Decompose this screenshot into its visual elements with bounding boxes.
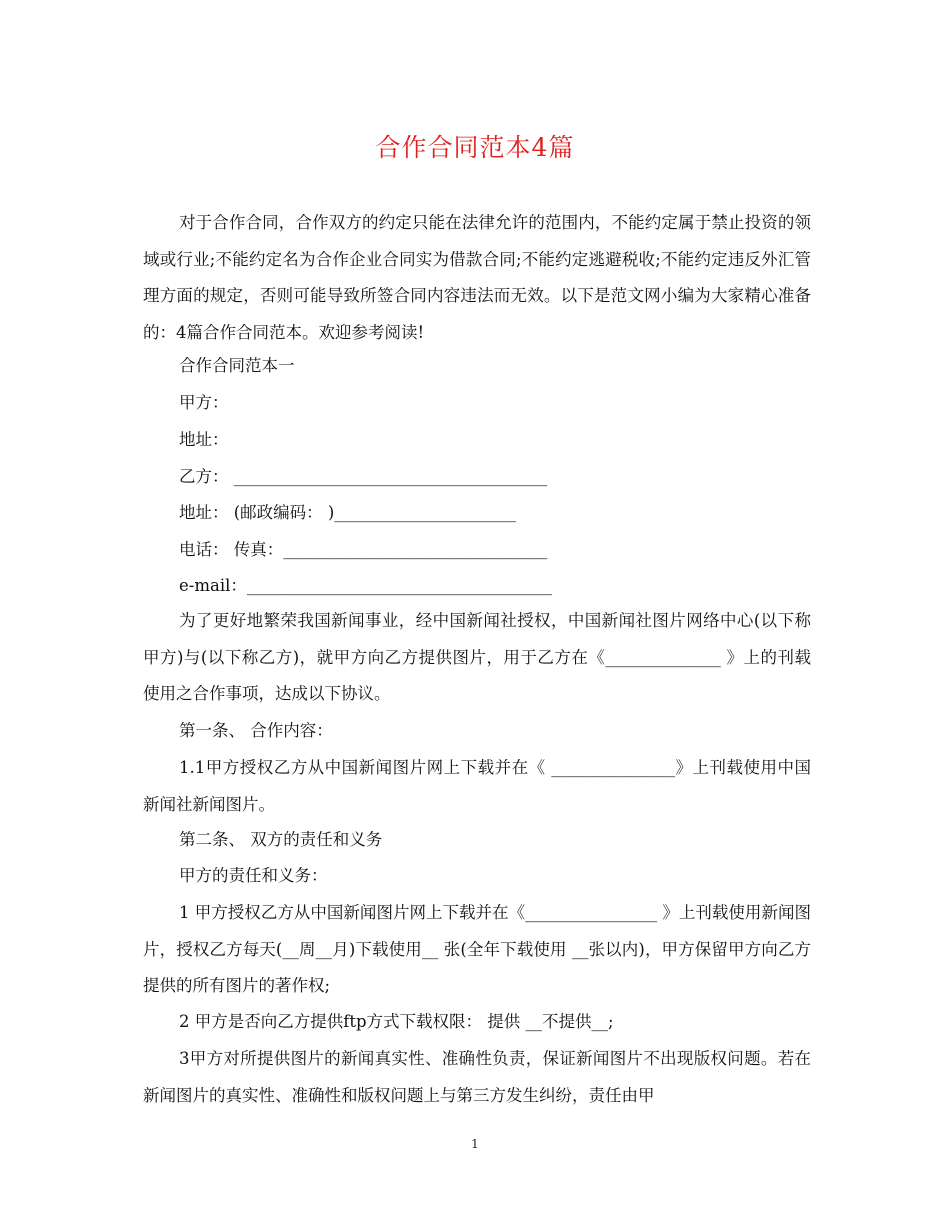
article-2-heading: 第二条、 双方的责任和义务 bbox=[179, 830, 383, 849]
preamble-paragraph: 为了更好地繁荣我国新闻事业，经中国新闻社授权，中国新闻社图片网络中心(以下称甲方)与(以下称乙方)，就甲方向乙方提供图片，用于乙方在《______________ 》上的刊载使用之合作事项，达成以下协议。 bbox=[143, 611, 811, 704]
party-a-label: 甲方： bbox=[179, 393, 229, 412]
section-heading: 合作合同范本一 bbox=[179, 356, 295, 375]
duty-2-line: 2 甲方是否向乙方提供ftp方式下载权限： 提供 __不提供__; bbox=[179, 1012, 614, 1031]
clause-1-1: 1.1甲方授权乙方从中国新闻图片网上下载并在《 _______________》上刊载使用中国新闻社新闻图片。 bbox=[143, 758, 811, 814]
page-number: 1 bbox=[471, 1137, 479, 1151]
document-title: 合作合同范本4篇 bbox=[375, 133, 575, 162]
duty-1-paragraph: 1 甲方授权乙方从中国新闻图片网上下载并在《________________ 》上刊载使用新闻图片，授权乙方每天(__周__月)下载使用__ 张(全年下载使用 __张以内)，甲方保留甲方向乙方提供的所有图片的著作权; bbox=[143, 903, 811, 996]
phone-fax-line: 电话： 传真：________________________________ bbox=[179, 540, 548, 559]
duty-3-paragraph: 3甲方对所提供图片的新闻真实性、准确性负责，保证新闻图片不出现版权问题。若在新闻图片的真实性、准确性和版权问题上与第三方发生纠纷，责任由甲 bbox=[143, 1049, 811, 1105]
address-b-line: 地址： (邮政编码： )______________________ bbox=[179, 503, 516, 522]
article-1-heading: 第一条、 合作内容： bbox=[179, 721, 333, 740]
party-b-line: 乙方： ______________________________________ bbox=[179, 467, 548, 486]
address-a-label: 地址： bbox=[179, 430, 229, 449]
intro-paragraph: 对于合作合同，合作双方的约定只能在法律允许的范围内，不能约定属于禁止投资的领域或行业;不能约定名为合作企业合同实为借款合同;不能约定逃避税收;不能约定违反外汇管理方面的规定，否则可能导致所签合同内容违法而无效。以下是范文网小编为大家精心准备的：4篇合作合同范本。欢迎参考阅读! bbox=[143, 213, 811, 342]
party-a-duties-heading: 甲方的责任和义务： bbox=[179, 866, 328, 885]
email-line: e-mail：_____________________________________ bbox=[179, 576, 553, 595]
